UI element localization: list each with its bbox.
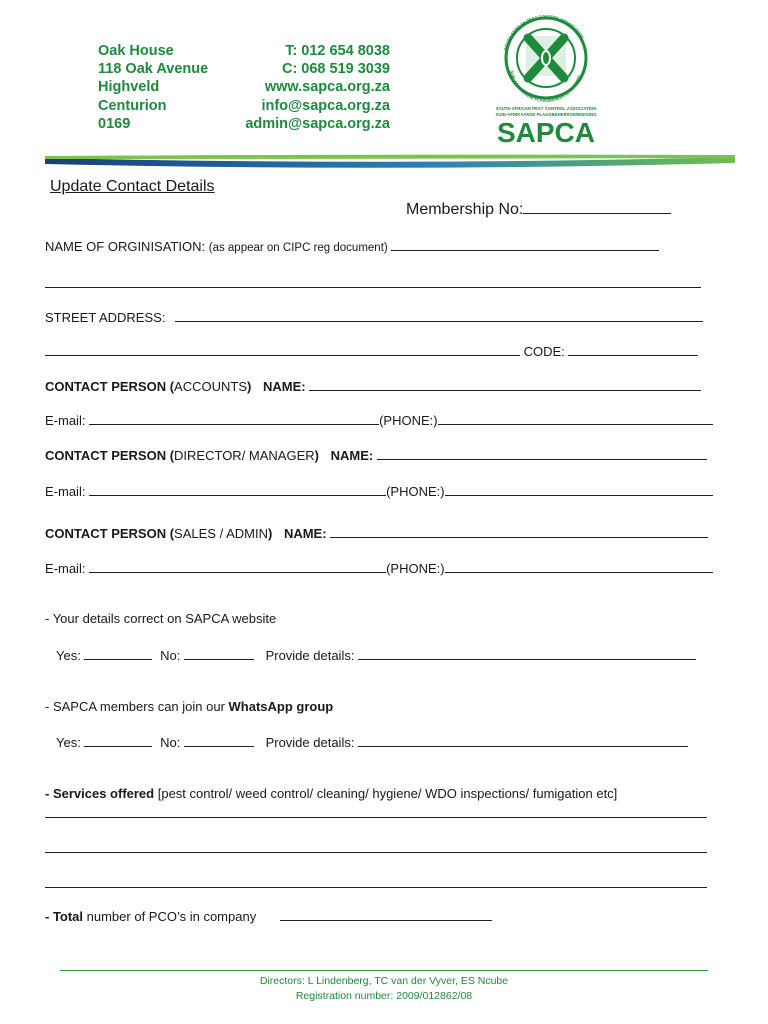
total-label-rest: number of PCO’s in company [83, 909, 257, 924]
yes-label: Yes: [56, 648, 81, 663]
footer-directors: Directors: L Lindenberg, TC van der Vyver, ES Ncube [259, 975, 509, 987]
org-name-note: (as appear on CIPC reg document) [208, 242, 388, 254]
contact-accounts-phone-line[interactable] [438, 412, 713, 425]
website-yes-line[interactable] [84, 647, 152, 660]
address-line: Centurion [98, 97, 167, 114]
contact-director-email-line[interactable] [89, 483, 386, 496]
contact-prefix: CONTACT PERSON ( [45, 448, 175, 463]
name-label: NAME: [330, 448, 374, 463]
services-input-line-2[interactable] [45, 852, 707, 853]
contact-accounts-row [45, 378, 701, 394]
contact-accounts-email-line[interactable] [89, 412, 379, 425]
phone-label: (PHONE:) [386, 484, 445, 499]
address-block [98, 42, 208, 133]
no-label: No: [160, 735, 181, 750]
contact-suffix: ) [247, 379, 252, 394]
street-address-input-line[interactable] [175, 309, 703, 322]
contact-role-accounts: ACCOUNTS [174, 379, 247, 394]
provide-details-label: Provide details: [265, 648, 355, 663]
website-line: www.sapca.org.za [264, 79, 390, 96]
whatsapp-details-line[interactable] [358, 734, 688, 747]
whatsapp-yes-line[interactable] [84, 734, 152, 747]
street-address-field [45, 309, 703, 325]
contact-director-name-line[interactable] [377, 447, 707, 460]
footer-registration: Registration number: 2009/012862/08 [295, 990, 473, 1002]
services-examples: [pest control/ weed control/ cleaning/ hygiene/ WDO inspections/ fumigation etc] [154, 786, 618, 801]
email-label: E-mail: [45, 484, 86, 499]
contact-role-sales: SALES / ADMIN [174, 526, 268, 541]
header-swoosh [45, 150, 735, 170]
contact-sales-email-row [45, 560, 713, 576]
phone-label: (PHONE:) [386, 561, 445, 576]
phone-line: T: 012 654 8038 [285, 43, 390, 59]
contact-sales-name-line[interactable] [330, 525, 708, 538]
footer-rule [60, 970, 708, 971]
yes-label: Yes: [56, 735, 81, 750]
contact-director-row [45, 447, 707, 463]
email-label: E-mail: [45, 413, 86, 428]
contact-director-phone-line[interactable] [445, 483, 713, 496]
email-label: E-mail: [45, 561, 86, 576]
contact-suffix: ) [267, 526, 273, 541]
services-label: - Services offered [45, 786, 155, 801]
contact-sales-email-line[interactable] [89, 560, 386, 573]
services-input-line-1[interactable] [45, 817, 707, 818]
membership-field [406, 201, 671, 219]
info-email-line: info@sapca.org.za [261, 97, 390, 114]
contact-sales-row [45, 525, 708, 541]
services-question [45, 786, 617, 801]
total-label: - Total [45, 909, 84, 924]
membership-input-line[interactable] [523, 201, 671, 214]
contact-sales-phone-line[interactable] [445, 560, 713, 573]
contact-accounts-name-line[interactable] [309, 378, 701, 391]
contact-role-director: DIRECTOR/ MANAGER [174, 448, 315, 463]
website-details-line[interactable] [358, 647, 696, 660]
logo-ring-top: SOUTH AFRICAN PEST CONTROL ASSOCIATION [502, 14, 585, 51]
logo-wordmark: SAPCA [496, 117, 596, 148]
total-pco-input-line[interactable] [280, 908, 492, 921]
whatsapp-group-label: WhatsApp group [228, 699, 334, 714]
services-input-line-3[interactable] [45, 887, 707, 888]
contact-prefix: CONTACT PERSON ( [45, 526, 175, 541]
address-line: 0169 [98, 115, 131, 132]
org-name-input-line[interactable] [391, 238, 659, 251]
provide-details-label: Provide details: [265, 735, 355, 750]
website-answer-row [56, 647, 696, 663]
cell-line: C: 068 519 3039 [281, 61, 390, 78]
logo-subtitle-en: SOUTH AFRICAN PEST CONTROL ASSOCIATION [495, 106, 597, 111]
name-label: NAME: [262, 379, 306, 394]
address-line: Oak House [98, 43, 174, 59]
logo-ring-bottom: SUID-AFRIKAANSE PLAAGBEHEERVERENIGING [509, 69, 582, 104]
org-name-field [45, 238, 659, 254]
contact-suffix: ) [314, 448, 319, 463]
org-name-label: NAME OF ORGINISATION: [45, 239, 206, 254]
membership-label: Membership No: [406, 201, 524, 218]
whatsapp-question [45, 699, 333, 714]
logo-subtitle-af: SUID-AFRIKAANSE PLAAGBEHEERVERENIGING [495, 112, 597, 117]
whatsapp-no-line[interactable] [184, 734, 254, 747]
admin-email-line: admin@sapca.org.za [245, 115, 390, 132]
address-line: Highveld [98, 79, 160, 96]
whatsapp-answer-row [56, 734, 688, 750]
contact-prefix: CONTACT PERSON ( [45, 379, 175, 394]
phone-label: (PHONE:) [379, 413, 438, 428]
website-no-line[interactable] [184, 647, 254, 660]
no-label: No: [160, 648, 181, 663]
name-label: NAME: [283, 526, 327, 541]
street-address-code-row [45, 343, 698, 359]
website-question: - Your details correct on SAPCA website [45, 611, 277, 626]
code-label: CODE: [523, 344, 565, 359]
sapca-logo [488, 14, 602, 148]
street-address-label: STREET ADDRESS: [45, 310, 166, 325]
contact-block [230, 42, 390, 133]
total-pco-field [45, 908, 492, 924]
contact-director-email-row [45, 483, 713, 499]
org-name-input-line-2[interactable] [45, 287, 701, 288]
address-line: 118 Oak Avenue [98, 61, 209, 78]
page-title: Update Contact Details [50, 178, 215, 195]
code-input-line[interactable] [568, 343, 698, 356]
whatsapp-question-text: - SAPCA members can join our [45, 699, 229, 714]
contact-accounts-email-row [45, 412, 713, 428]
street-address-input-line-2[interactable] [45, 343, 520, 356]
